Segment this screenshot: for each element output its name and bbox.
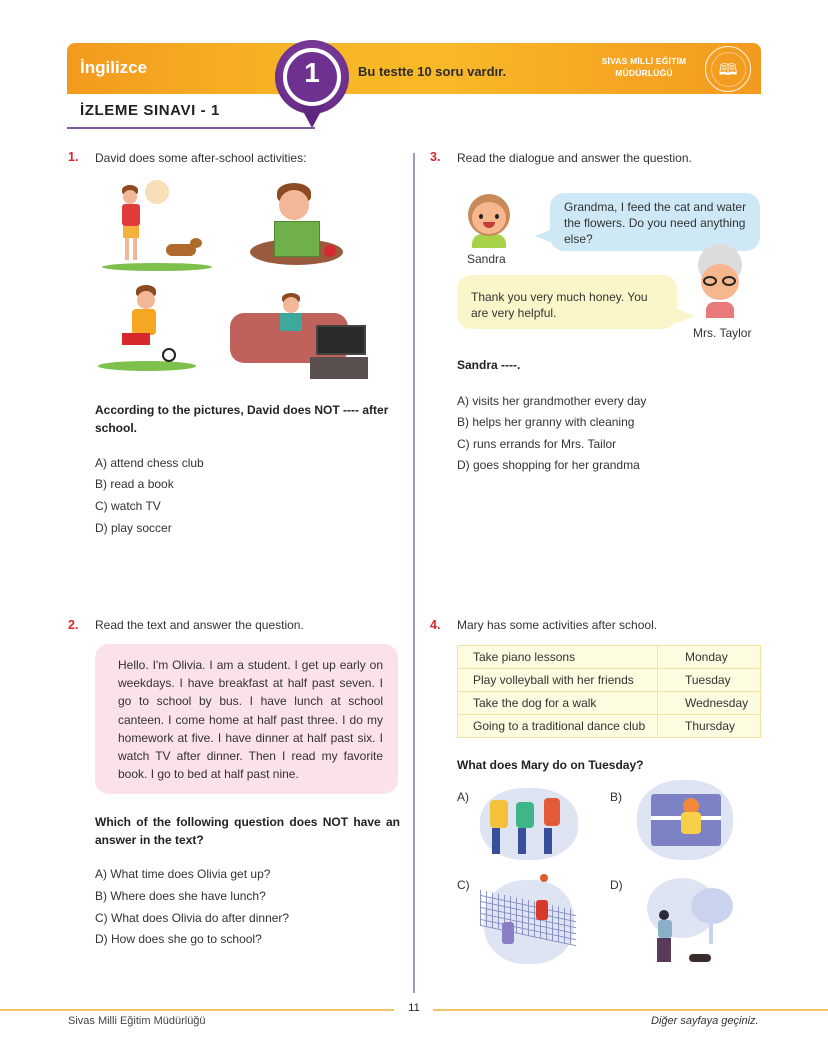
question-2-option-a[interactable]: A) What time does Olivia get up? (95, 867, 271, 881)
taylor-speech-text: Thank you very much honey. You are very helpful. (471, 290, 648, 320)
exam-title: İZLEME SINAVI - 1 (80, 102, 220, 119)
question-3-option-b[interactable]: B) helps her granny with cleaning (457, 415, 635, 429)
question-4-option-a-label[interactable]: A) (457, 790, 469, 804)
question-1-option-d[interactable]: D) play soccer (95, 521, 172, 535)
speaker-sandra: Sandra (467, 252, 506, 266)
subject-title: İngilizce (80, 58, 148, 77)
org-line-2: MÜDÜRLÜĞÜ (615, 68, 673, 78)
question-2-prompt: Read the text and answer the question. (95, 618, 304, 632)
question-2-option-d[interactable]: D) How does she go to school? (95, 932, 262, 946)
footer-line-right (433, 1009, 828, 1011)
day-cell: Wednesday (658, 692, 761, 715)
picture-reading-book (250, 183, 345, 278)
question-count-notice: Bu testte 10 soru vardır. (358, 64, 507, 79)
test-number: 1 (304, 57, 320, 88)
mrs-taylor-avatar (692, 244, 748, 322)
picture-option-d-walking-dog[interactable] (643, 876, 735, 968)
activity-cell: Take piano lessons (458, 646, 658, 669)
question-3-number: 3. (430, 150, 441, 164)
activity-cell: Take the dog for a walk (458, 692, 658, 715)
activity-cell: Play volleyball with her friends (458, 669, 658, 692)
footer-line-left (0, 1009, 394, 1011)
question-3-stem: Sandra ----. (457, 358, 521, 372)
sandra-speech-text: Grandma, I feed the cat and water the flowers. Do you need anything else? (564, 200, 747, 246)
activity-cell: Going to a traditional dance club (458, 715, 658, 738)
table-row (458, 715, 761, 738)
day-cell: Monday (658, 646, 761, 669)
question-2-number: 2. (68, 618, 79, 632)
question-4-prompt: Mary has some activities after school. (457, 618, 658, 632)
question-2-option-c[interactable]: C) What does Olivia do after dinner? (95, 911, 290, 925)
question-1-number: 1. (68, 150, 79, 164)
day-cell: Tuesday (658, 669, 761, 692)
picture-playing-soccer (98, 285, 198, 375)
question-4-option-b-label[interactable]: B) (610, 790, 622, 804)
question-3-option-a[interactable]: A) visits her grandmother every day (457, 394, 647, 408)
table-row (458, 646, 761, 669)
page-number: 11 (408, 1002, 420, 1014)
picture-option-a-dancing[interactable] (480, 780, 580, 862)
picture-option-b-piano[interactable] (637, 774, 733, 862)
column-divider (413, 153, 415, 993)
question-2-stem: Which of the following question does NOT have an answer in the text? (95, 815, 400, 847)
organization-name (588, 55, 700, 79)
footer-organization: Sivas Milli Eğitim Müdürlüğü (68, 1015, 206, 1027)
table-row (458, 669, 761, 692)
question-1-prompt: David does some after-school activities: (95, 151, 307, 165)
org-line-1: SİVAS MİLLİ EĞİTİM (601, 56, 687, 66)
question-1-option-c[interactable]: C) watch TV (95, 499, 161, 513)
question-4-option-c-label[interactable]: C) (457, 878, 470, 892)
table-row (458, 692, 761, 715)
question-3-option-d[interactable]: D) goes shopping for her grandma (457, 458, 640, 472)
seal-book-glyph: 🕮 (718, 62, 738, 79)
day-cell: Thursday (658, 715, 761, 738)
question-4-stem: What does Mary do on Tuesday? (457, 758, 644, 772)
question-3-prompt: Read the dialogue and answer the question. (457, 151, 692, 165)
picture-option-c-volleyball[interactable] (478, 870, 578, 966)
picture-watching-tv (230, 293, 370, 383)
picture-walking-dog (100, 178, 215, 273)
question-1-option-b[interactable]: B) read a book (95, 477, 174, 491)
activity-schedule-table (457, 645, 761, 738)
reading-passage-text: Hello. I'm Olivia. I am a student. I get up early on weekdays. I have breakfast at half past seven. I go to school by bus. I have lunch at school canteen. I come home at half past three. I do my homework at five. I have dinner at half past six. I watch TV after dinner. Then I read my favorite book. I go to bed at half past nine. (118, 658, 383, 782)
title-underline (67, 127, 315, 129)
question-1-option-a[interactable]: A) attend chess club (95, 456, 204, 470)
question-2-option-b[interactable]: B) Where does she have lunch? (95, 889, 266, 903)
footer-next-page-note: Diğer sayfaya geçiniz. (651, 1015, 759, 1027)
speaker-mrs-taylor: Mrs. Taylor (693, 326, 752, 340)
question-4-option-d-label[interactable]: D) (610, 878, 623, 892)
question-1-stem: According to the pictures, David does NOT ---- after school. (95, 403, 389, 435)
sandra-avatar (462, 192, 518, 248)
question-3-option-c[interactable]: C) runs errands for Mrs. Tailor (457, 437, 617, 451)
question-4-number: 4. (430, 618, 441, 632)
ministry-seal-icon (705, 46, 751, 92)
